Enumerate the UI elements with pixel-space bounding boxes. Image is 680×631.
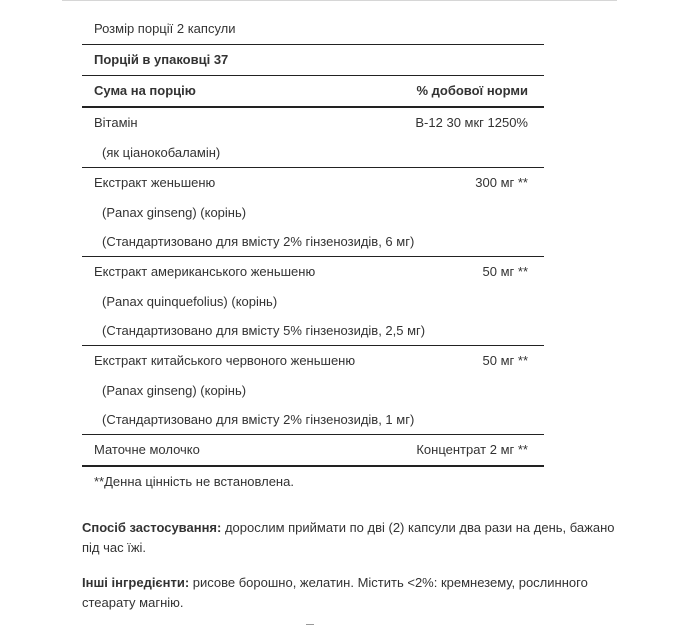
vitamin-name: Вітамін (94, 115, 138, 130)
royal-jelly-value: Концентрат 2 мг ** (416, 442, 528, 457)
royal-jelly-row (82, 435, 544, 467)
chinese-red-ginseng-group (82, 346, 544, 435)
chinese-red-ginseng-detail-standardized: (Стандартизовано для вмісту 2% гінзенозидів, 1 мг) (102, 412, 415, 427)
vitamin-b12-group (82, 108, 544, 168)
facts-header-row (82, 76, 544, 108)
serving-size: Розмір порції 2 капсули (94, 21, 236, 36)
supplement-facts-table (82, 14, 544, 497)
ginseng-detail-standardized: (Стандартизовано для вмісту 2% гінзенозидів, 6 мг) (102, 234, 415, 249)
vitamin-value: В-12 30 мкг 1250% (415, 115, 528, 130)
royal-jelly-name: Маточне молочко (94, 442, 200, 457)
ginseng-value: 300 мг ** (475, 175, 528, 190)
american-ginseng-value: 50 мг ** (482, 264, 528, 279)
amount-per-serving-header: Сума на порцію (94, 83, 196, 98)
ingredients-label: Інші інгредієнти: (82, 575, 190, 590)
american-ginseng-row (82, 257, 544, 287)
ingredients-text: рисове борошно, желатин. Містить <2%: кремнезему, рослинного стеарату магнію. (82, 575, 588, 610)
ginseng-detail-species: (Panax ginseng) (корінь) (102, 205, 247, 220)
top-divider (62, 0, 617, 1)
american-ginseng-detail-standardized: (Стандартизовано для вмісту 5% гінзенозидів, 2,5 мг) (102, 323, 426, 338)
usage-text: дорослим приймати по дві (2) капсули два рази на день, бажано під час їжі. (82, 520, 615, 555)
vitamin-detail: (як ціанокобаламін) (102, 145, 221, 160)
chinese-red-ginseng-value: 50 мг ** (482, 353, 528, 368)
daily-value-footnote: **Денна цінність не встановлена. (94, 474, 294, 489)
ginseng-group (82, 168, 544, 257)
usage-label: Спосіб застосування: (82, 520, 222, 535)
american-ginseng-name: Екстракт американського женьшеню (94, 264, 316, 279)
ginseng-row (82, 168, 544, 198)
ginseng-name: Екстракт женьшеню (94, 175, 216, 190)
serving-size-row (82, 14, 544, 45)
chinese-red-ginseng-row (82, 346, 544, 376)
servings-per-container: Порцій в упаковці 37 (94, 52, 229, 67)
american-ginseng-group (82, 257, 544, 346)
american-ginseng-detail-species: (Panax quinquefolius) (корінь) (102, 294, 278, 309)
other-ingredients (82, 573, 622, 613)
usage-instructions (82, 518, 622, 558)
chinese-red-ginseng-name: Екстракт китайського червоного женьшеню (94, 353, 356, 368)
vitamin-b12-row (82, 108, 544, 138)
servings-per-container-row (82, 45, 544, 76)
daily-value-header: % добової норми (416, 83, 528, 98)
chinese-red-ginseng-detail-species: (Panax ginseng) (корінь) (102, 383, 247, 398)
